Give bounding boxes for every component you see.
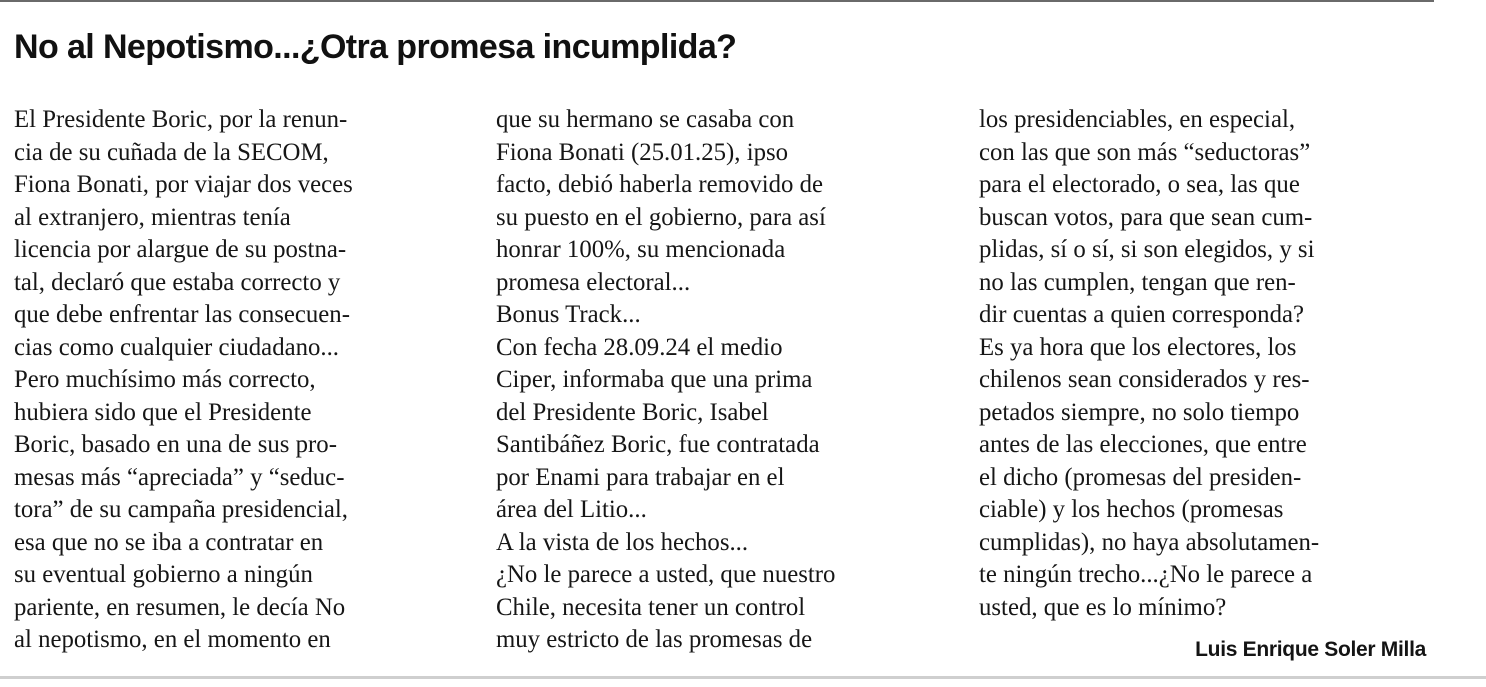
column-text-line: A la vista de los hechos... <box>496 528 749 556</box>
column-text-line: Con fecha 28.09.24 el medio <box>496 333 783 361</box>
column-text-line: El Presidente Boric, por la renun- <box>14 106 348 133</box>
column-text-line: cumplidas), no haya absolutamen- <box>979 528 1320 556</box>
column-text-line: pariente, en resumen, le decía No <box>14 593 346 621</box>
column-text-line: Chile, necesita tener un control <box>496 593 806 621</box>
column-text-line: licencia por alargue de su postna- <box>14 236 347 263</box>
column-text-line: honrar 100%, su mencionada <box>496 236 786 263</box>
article-column-3 <box>979 104 1429 624</box>
column-text-line: usted, que es lo mínimo? <box>979 593 1227 621</box>
column-text-line: con las que son más “seductoras” <box>979 138 1311 166</box>
top-rule <box>0 0 1434 2</box>
column-text-line: que debe enfrentar las consecuen- <box>14 301 350 328</box>
column-text-line: Pero muchísimo más correcto, <box>14 366 316 393</box>
article-column-1 <box>14 104 464 657</box>
column-text-line: petados siempre, no solo tiempo <box>979 398 1300 426</box>
column-text-line: los presidenciables, en especial, <box>979 106 1296 133</box>
column-text-line: Ciper, informaba que una prima <box>496 366 813 393</box>
column-text-line: que su hermano se casaba con <box>496 106 795 133</box>
column-text-line: dir cuentas a quien corresponda? <box>979 301 1304 328</box>
column-text-line: Fiona Bonati, por viajar dos veces <box>14 171 353 198</box>
column-text-line: Santibáñez Boric, fue contratada <box>496 431 820 458</box>
column-text-line: Es ya hora que los electores, los <box>979 333 1297 361</box>
column-text-line: esa que no se iba a contratar en <box>14 528 324 556</box>
column-text-line: ¿No le parece a usted, que nuestro <box>496 561 836 588</box>
column-text-line: al extranjero, mientras tenía <box>14 203 291 231</box>
column-text-line: su puesto en el gobierno, para así <box>496 203 826 231</box>
column-text-line: facto, debió haberla removido de <box>496 171 824 198</box>
column-text-line: no las cumplen, tengan que ren- <box>979 268 1296 296</box>
column-text-line: muy estricto de las promesas de <box>496 626 813 653</box>
column-text-line: por Enami para trabajar en el <box>496 463 785 491</box>
column-text-line: antes de las elecciones, que entre <box>979 431 1307 458</box>
column-text-line: al nepotismo, en el momento en <box>14 626 331 653</box>
column-text-line: te ningún trecho...¿No le parece a <box>979 561 1313 588</box>
column-text-line: buscan votos, para que sean cum- <box>979 203 1313 231</box>
column-text-line: mesas más “apreciada” y “seduc- <box>14 463 345 491</box>
column-text-line: el dicho (promesas del presiden- <box>979 463 1302 491</box>
article-headline: No al Nepotismo...¿Otra promesa incumplida? <box>14 28 737 66</box>
column-text-line: Bonus Track... <box>496 301 641 328</box>
column-text-line: tal, declaró que estaba correcto y <box>14 268 341 296</box>
column-text-line: Fiona Bonati (25.01.25), ipso <box>496 138 789 166</box>
column-text-line: plidas, sí o sí, si son elegidos, y si <box>979 236 1315 263</box>
column-text-line: chilenos sean considerados y res- <box>979 366 1310 393</box>
column-text-line: su eventual gobierno a ningún <box>14 561 313 588</box>
author-signature: Luis Enrique Soler Milla <box>1195 638 1426 661</box>
column-text-line: área del Litio... <box>496 496 647 523</box>
column-text-line: ciable) y los hechos (promesas <box>979 496 1284 523</box>
column-text-line: cia de su cuñada de la SECOM, <box>14 138 329 166</box>
column-text-line: hubiera sido que el Presidente <box>14 398 312 426</box>
column-text-line: Boric, basado en una de sus pro- <box>14 431 337 458</box>
column-text-line: para el electorado, o sea, las que <box>979 171 1300 198</box>
column-text-line: promesa electoral... <box>496 268 691 296</box>
column-text-line: del Presidente Boric, Isabel <box>496 398 769 426</box>
column-text-line: tora” de su campaña presidencial, <box>14 496 348 523</box>
article-column-2 <box>496 104 956 657</box>
bottom-rule <box>0 676 1486 679</box>
column-text-line: cias como cualquier ciudadano... <box>14 333 339 361</box>
